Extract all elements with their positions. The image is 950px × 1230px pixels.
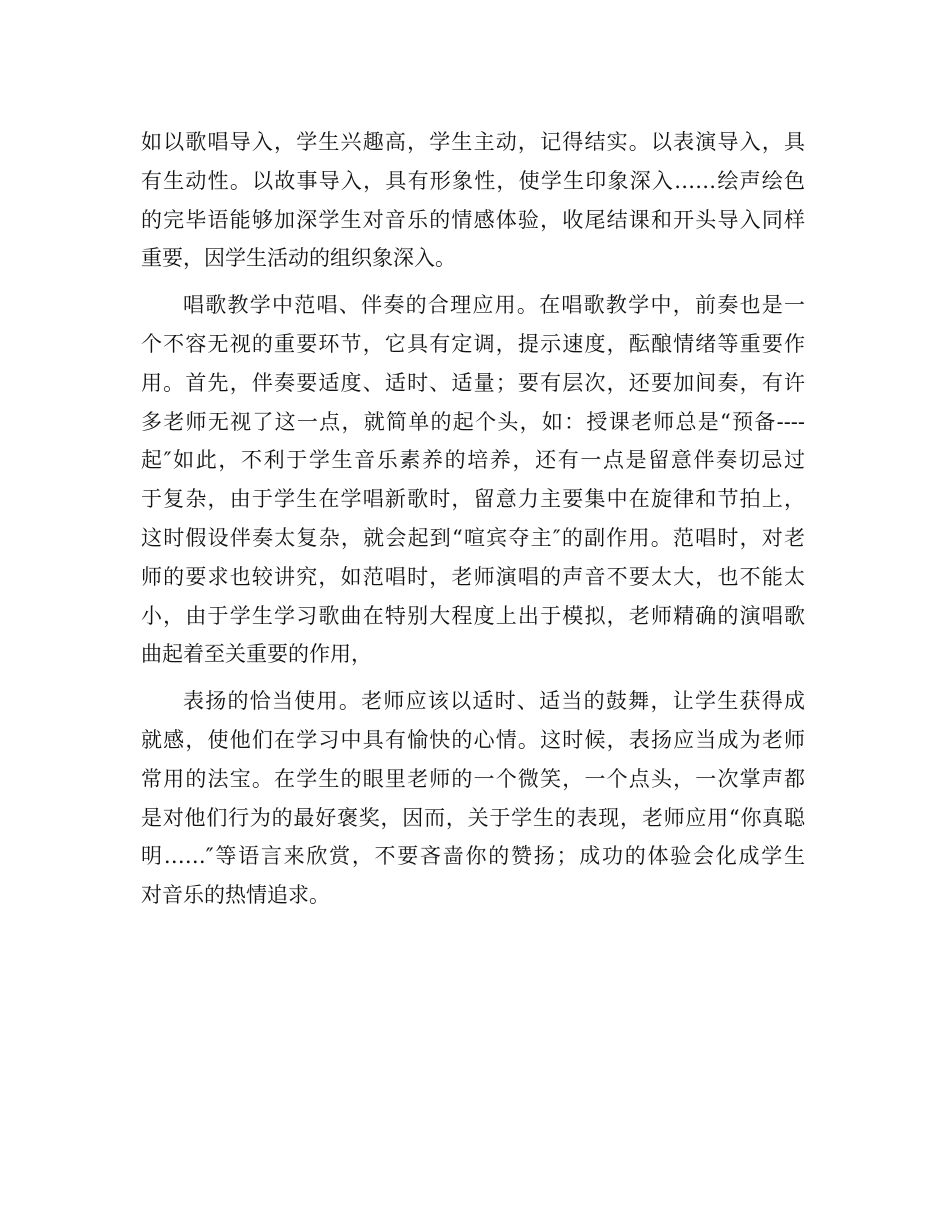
text-line: 曲起着至关重要的作用，	[141, 642, 372, 667]
text-line: 明……″等语言来欣赏，不要吝啬你的赞扬；成功的体验会化成学生	[141, 844, 805, 869]
text-line: 起″如此，不利于学生音乐素养的培养，还有一点是留意伴奏切忌过	[141, 448, 805, 473]
text-line: 唱歌教学中范唱、伴奏的合理应用。在唱歌教学中，前奏也是一	[183, 293, 805, 318]
text-line: 表扬的恰当使用。老师应该以适时、适当的鼓舞，让学生获得成	[183, 689, 805, 714]
text-line: 的完毕语能够加深学生对音乐的情感体验，收尾结课和开头导入同样	[141, 207, 805, 232]
paragraph-3	[141, 682, 805, 915]
text-line: 对音乐的热情追求。	[141, 883, 330, 908]
text-line: 是对他们行为的最好褒奖，因而，关于学生的表现，老师应用“你真聪	[141, 805, 805, 830]
text-line: 这时假设伴奏太复杂，就会起到“喧宾夺主″的副作用。范唱时，对老	[141, 525, 805, 550]
document-body	[141, 123, 805, 923]
paragraph-2	[141, 286, 805, 674]
text-line: 于复杂，由于学生在学唱新歌时，留意力主要集中在旋律和节拍上，	[141, 487, 805, 512]
text-line: 重要，因学生活动的组织象深入。	[141, 246, 456, 271]
text-line: 多老师无视了这一点，就简单的起个头，如：授课老师总是“预备----	[141, 409, 805, 434]
text-line: 有生动性。以故事导入，具有形象性，使学生印象深入……绘声绘色	[141, 168, 805, 193]
text-line: 常用的法宝。在学生的眼里老师的一个微笑，一个点头，一次掌声都	[141, 766, 805, 791]
paragraph-1	[141, 123, 805, 278]
text-line: 师的要求也较讲究，如范唱时，老师演唱的声音不要太大，也不能太	[141, 564, 805, 589]
text-line: 个不容无视的重要环节，它具有定调，提示速度，酝酿情绪等重要作	[141, 331, 805, 356]
text-line: 如以歌唱导入，学生兴趣高，学生主动，记得结实。以表演导入，具	[141, 130, 805, 154]
text-line: 就感，使他们在学习中具有愉快的心情。这时候，表扬应当成为老师	[141, 727, 805, 752]
text-line: 小，由于学生学习歌曲在特别大程度上出于模拟，老师精确的演唱歌	[141, 603, 805, 628]
text-line: 用。首先，伴奏要适度、适时、适量；要有层次，还要加间奏，有许	[141, 370, 805, 395]
